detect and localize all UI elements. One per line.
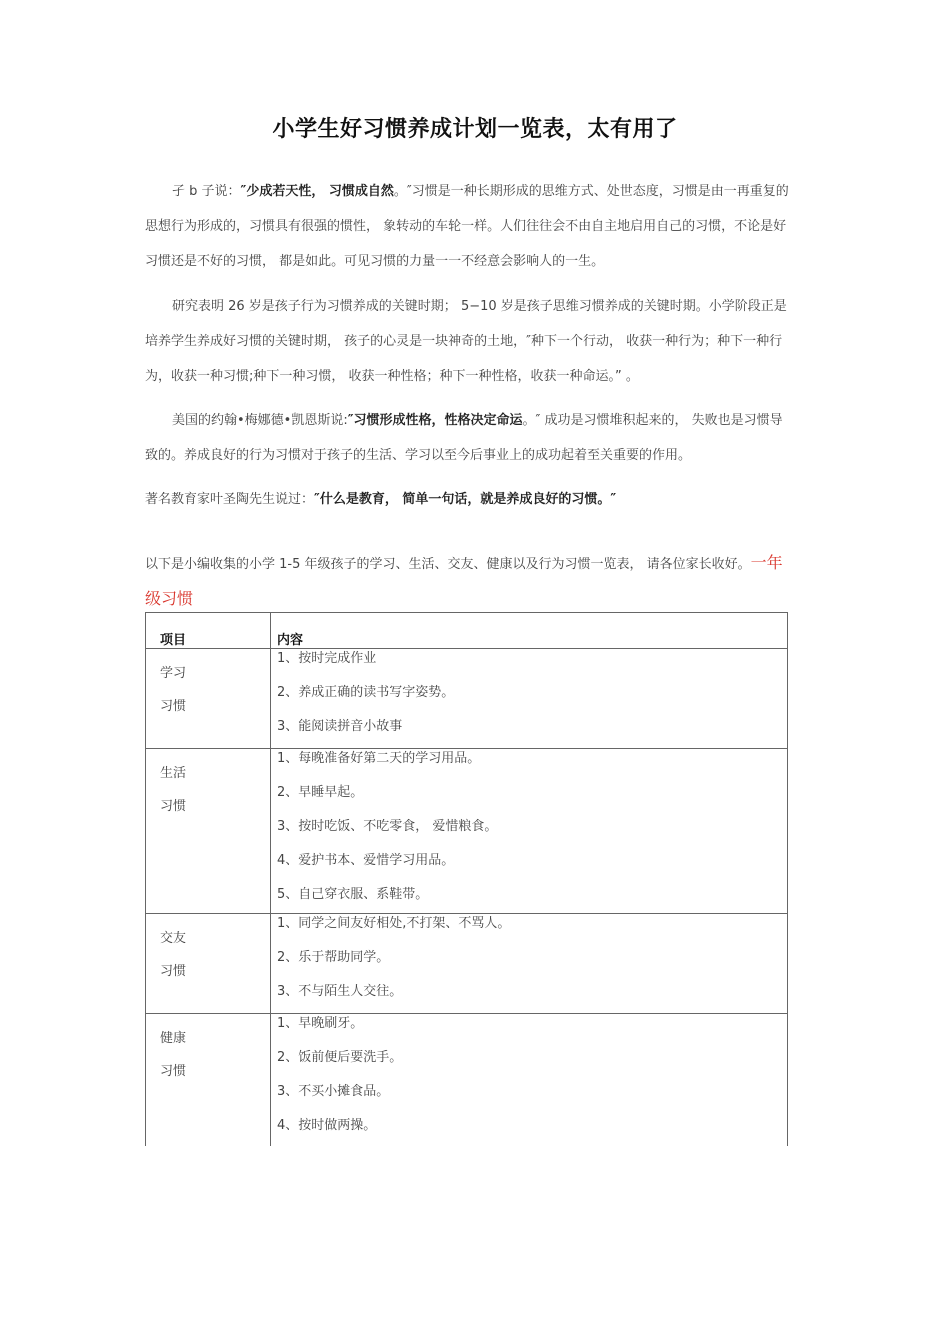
- items-cell: [271, 1014, 788, 1146]
- category-cell: [146, 649, 271, 749]
- list-item: 1、早晚刷牙。: [277, 1016, 364, 1031]
- list-item: 2、养成正确的读书写字姿势。: [277, 685, 455, 700]
- paragraph-research: 研究表明 26 岁是孩子行为习惯养成的关键时期； 5−10 岁是孩子思维习惯养成的关键时期。小学阶段正是培养学生养成好习惯的关键时期， 孩子的心灵是一块神奇的土地，″种下一个行动， 收获一种行为；种下一种行为，收获一种习惯;种下一种习惯， 收获一种性格；种下一种性格，收获一种命运。” 。: [145, 299, 787, 384]
- list-item: 3、按时吃饭、不吃零食， 爱惜粮食。: [277, 819, 498, 834]
- category-line: 交友: [160, 931, 187, 946]
- list-item: 1、同学之间友好相处,不打架、不骂人。: [277, 916, 511, 931]
- table-row: [146, 649, 788, 749]
- list-item: 1、按时完成作业: [277, 651, 377, 666]
- p3-before: 美国的约翰•梅娜德•凯恩斯说:: [172, 413, 348, 428]
- list-item: 4、爱护书本、爱惜学习用品。: [277, 853, 455, 868]
- category-line: 习惯: [160, 1064, 187, 1079]
- list-item: 5、自己穿衣服、系鞋带。: [277, 887, 429, 902]
- list-item: 2、饭前便后要洗手。: [277, 1050, 403, 1065]
- category-line: 习惯: [160, 799, 187, 814]
- p1-after: 。″习惯是一种长期形成的思维方式、处世态度，习惯是由一再重复的思想行为形成的，习惯具有很强的惯性， 象转动的车轮一样。人们往往会不由自主地启用自己的习惯，不论是好习惯还是不好的习惯， 都是如此。可见习惯的力量一一不经意会影响人的一生。: [145, 184, 789, 269]
- list-item: 3、不与陌生人交往。: [277, 984, 403, 999]
- p1-bold: ″少成若天性， 习惯成自然: [240, 184, 394, 199]
- p4-bold: ″什么是教育， 简单一句话，就是养成良好的习惯。″: [314, 492, 617, 507]
- p3-after: 。″ 成功是习惯堆积起来的， 失败也是习惯导致的。养成良好的行为习惯对于孩子的生活、学习以至今后事业上的成功起着至关重要的作用。: [145, 413, 783, 463]
- table-row: [146, 749, 788, 914]
- document-title: 小学生好习惯养成计划一览表，太有用了: [272, 117, 678, 142]
- category-line: 习惯: [160, 964, 187, 979]
- habits-table: [145, 612, 788, 1146]
- table-row: [146, 914, 788, 1014]
- list-item: 2、早睡早起。: [277, 785, 364, 800]
- list-item: 3、不买小摊食品。: [277, 1084, 390, 1099]
- category-line: 习惯: [160, 699, 187, 714]
- category-line: 生活: [160, 766, 187, 781]
- category-cell: [146, 914, 271, 1014]
- list-item: 3、能阅读拼音小故事: [277, 719, 403, 734]
- table-row: [146, 1014, 788, 1146]
- table-header-row: [146, 613, 788, 649]
- items-cell: [271, 649, 788, 749]
- paragraph-keynes: [145, 403, 795, 473]
- header-content: 内容: [271, 613, 788, 649]
- p4-before: 著名教育家叶圣陶先生说过：: [145, 492, 315, 507]
- category-line: 学习: [160, 666, 187, 681]
- header-item: 项目: [146, 613, 271, 649]
- grade-one-heading: 一年级习惯: [145, 553, 783, 608]
- category-line: 健康: [160, 1031, 187, 1046]
- paragraph-confucius: [145, 174, 795, 279]
- category-cell: [146, 749, 271, 914]
- items-cell: [271, 914, 788, 1014]
- paragraph-intro: [145, 546, 795, 618]
- category-cell: [146, 1014, 271, 1146]
- list-item: 4、按时做两操。: [277, 1118, 377, 1133]
- items-cell: [271, 749, 788, 914]
- paragraph-ye-shengtao: [145, 482, 795, 517]
- list-item: 1、每晚准备好第二天的学习用品。: [277, 751, 481, 766]
- p5-text: 以下是小编收集的小学 1-5 年级孩子的学习、生活、交友、健康以及行为习惯一览表， 请各位家长收好。: [145, 557, 751, 572]
- p1-before: 孑 b 子说：: [172, 184, 241, 199]
- list-item: 2、乐于帮助同学。: [277, 950, 390, 965]
- p3-bold: ″习惯形成性格，性格决定命运: [347, 413, 523, 428]
